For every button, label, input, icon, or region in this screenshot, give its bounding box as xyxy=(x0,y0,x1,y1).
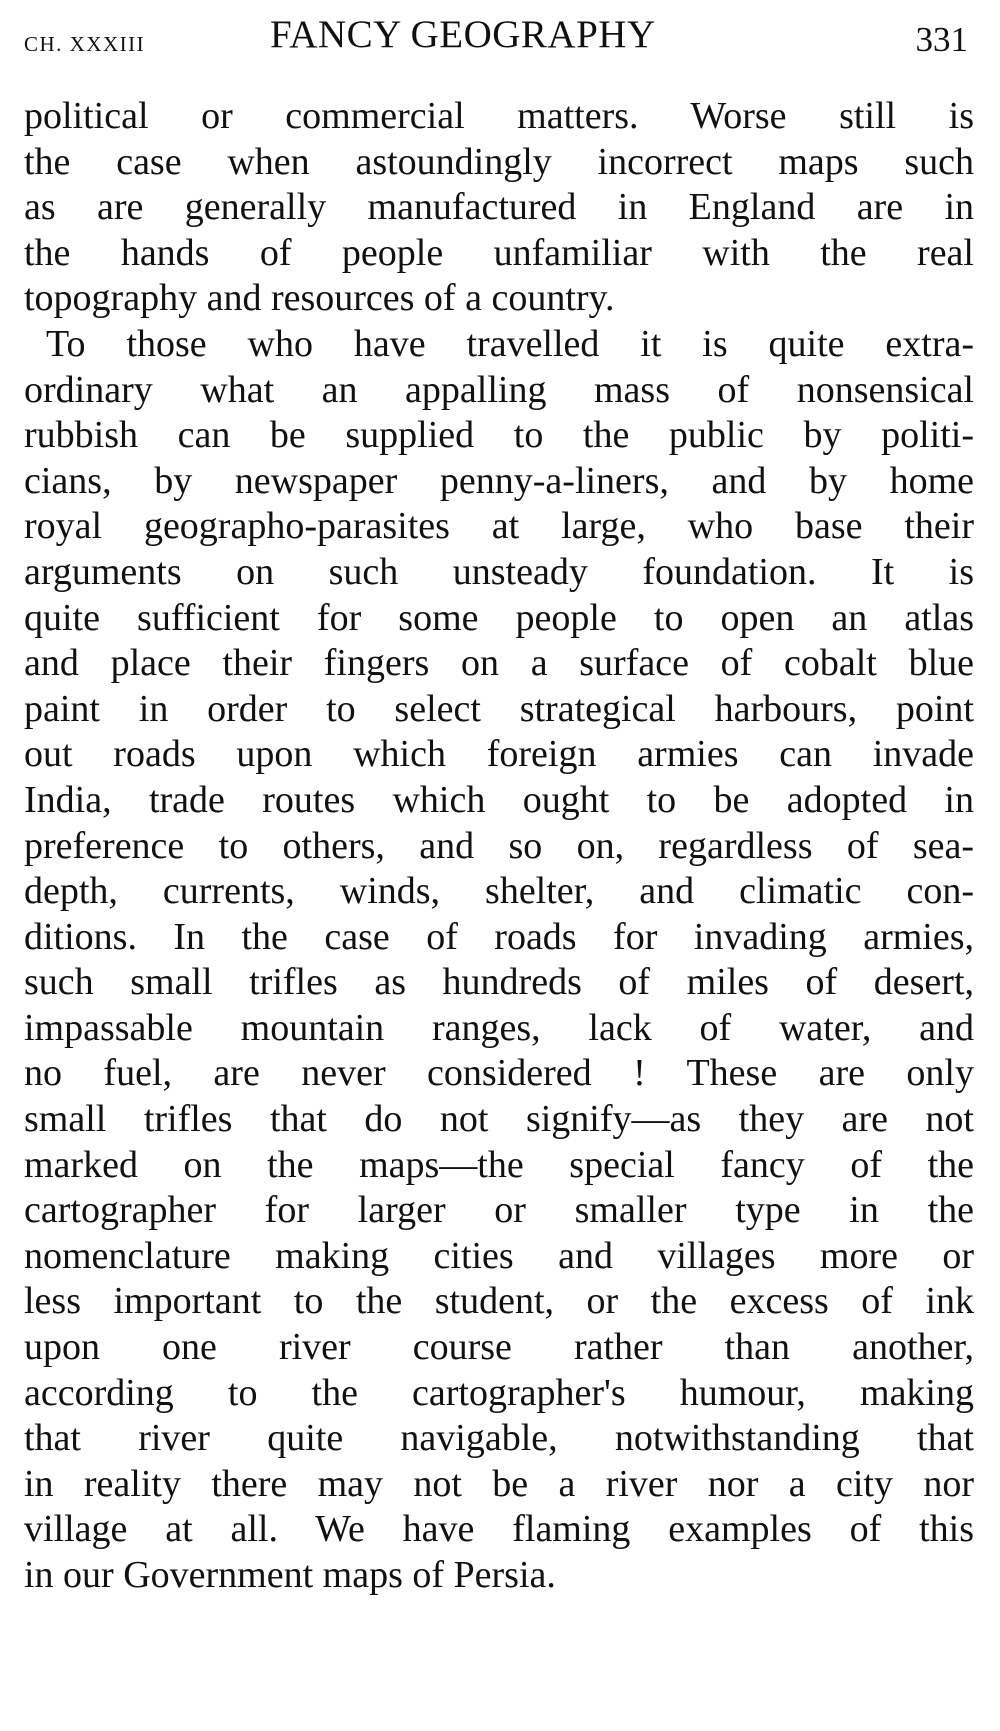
text-line: and place their fingers on a surface of cobalt blue xyxy=(24,642,974,685)
running-title: FANCY GEOGRAPHY xyxy=(270,13,656,56)
text-line: according to the cartographer's humour, making xyxy=(24,1371,974,1414)
text-line: nomenclature making cities and villages more or xyxy=(24,1234,974,1277)
text-line: in our Government maps of Persia. xyxy=(24,1554,556,1596)
text-line: topography and resources of a country. xyxy=(24,277,615,320)
text-line: political or commercial matters. Worse still is xyxy=(24,95,974,137)
text-line: impassable mountain ranges, lack of water, and xyxy=(24,1006,974,1049)
text-line: small trifles that do not signify—as they are not xyxy=(24,1098,974,1141)
text-line: in reality there may not be a river nor a city nor xyxy=(24,1462,974,1505)
text-line: cians, by newspaper penny-a-liners, and by home xyxy=(24,459,974,502)
text-line: that river quite navigable, notwithstanding that xyxy=(24,1417,974,1460)
text-line: out roads upon which foreign armies can invade xyxy=(24,733,974,776)
text-line: village at all. We have flaming examples of this xyxy=(24,1508,974,1551)
book-page xyxy=(24,0,974,1731)
text-line: paint in order to select strategical harbours, point xyxy=(24,687,974,730)
text-line: as are generally manufactured in England are in xyxy=(24,186,974,229)
body-text xyxy=(24,94,974,1599)
running-head xyxy=(24,12,974,62)
text-line: the case when astoundingly incorrect maps such xyxy=(24,140,974,183)
text-line: rubbish can be supplied to the public by politi- xyxy=(24,414,974,457)
text-line: ditions. In the case of roads for invading armies, xyxy=(24,915,974,958)
text-line: depth, currents, winds, shelter, and climatic con- xyxy=(24,870,974,913)
text-line: quite sufficient for some people to open an atlas xyxy=(24,596,974,639)
chapter-reference: CH. XXXIII xyxy=(24,32,146,56)
text-line: such small trifles as hundreds of miles of desert, xyxy=(24,961,974,1004)
paragraph-first-line: To those who have travelled it is quite extra- xyxy=(46,322,974,365)
text-line: upon one river course rather than another, xyxy=(24,1326,974,1369)
text-line: marked on the maps—the special fancy of the xyxy=(24,1143,974,1186)
text-line: arguments on such unsteady foundation. It is xyxy=(24,550,974,593)
text-line: cartographer for larger or smaller type in the xyxy=(24,1189,974,1232)
text-line: less important to the student, or the excess of ink xyxy=(24,1280,974,1323)
text-line: India, trade routes which ought to be adopted in xyxy=(24,778,974,821)
text-line: no fuel, are never considered ! These are only xyxy=(24,1052,974,1095)
text-line: royal geographo-parasites at large, who base their xyxy=(24,505,974,548)
text-line: the hands of people unfamiliar with the real xyxy=(24,231,974,274)
text-line: preference to others, and so on, regardless of sea- xyxy=(24,824,974,867)
page-number: 331 xyxy=(915,20,968,59)
text-line: ordinary what an appalling mass of nonsensical xyxy=(24,368,974,411)
